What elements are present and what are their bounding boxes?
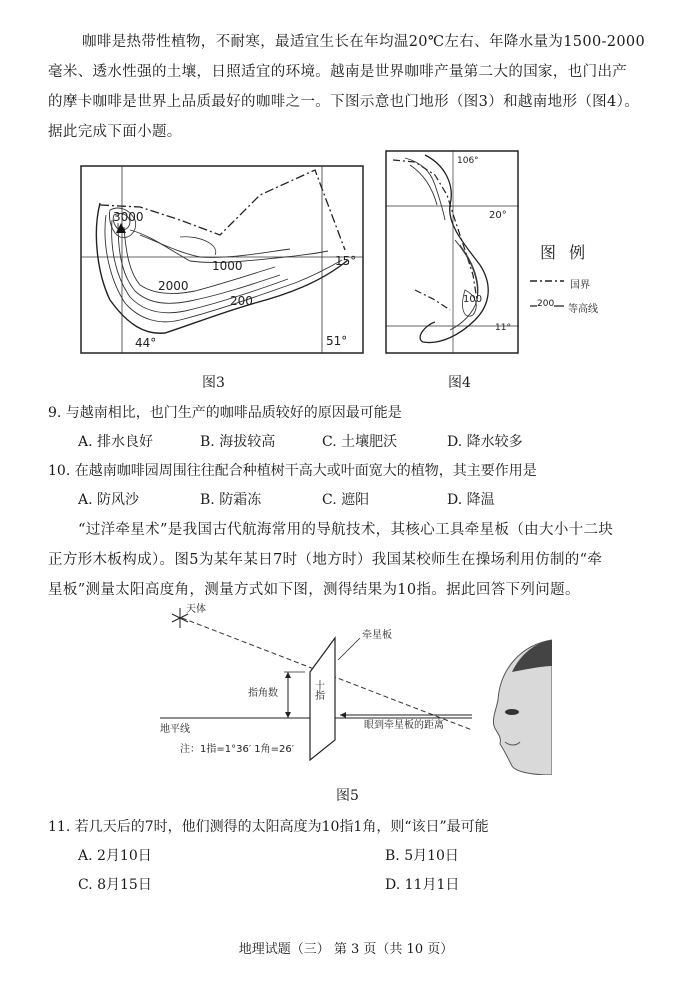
question-11-option-b: B. 5月10日 (385, 848, 459, 864)
figure-3-caption: 图3 (202, 375, 225, 391)
intro-line: 毫米、透水性强的土壤，日照适宜的环境。越南是世界咖啡产量第二大的国家，也门出产 (48, 64, 628, 80)
question-11-option-d: D. 11月1日 (385, 877, 460, 893)
intro-line: 据此完成下面小题。 (48, 124, 182, 140)
eye-icon (505, 709, 519, 715)
legend-title: 图 例 (540, 243, 590, 262)
question-10-option-d: D. 降温 (447, 492, 495, 508)
contour-label: 3000 (113, 210, 144, 224)
question-9-stem: 9. 与越南相比，也门生产的咖啡品质较好的原因最可能是 (48, 405, 402, 421)
intro-line: “过洋牵星术”是我国古代航海常用的导航技术，其核心工具牵星板（由大小十二块 (78, 522, 614, 538)
celestial-label: 天体 (186, 604, 206, 615)
longitude-label: 106° (457, 156, 479, 166)
figure-4-vietnam-map (385, 150, 520, 355)
question-10-stem: 10. 在越南咖啡园周围往往配合种植树干高大或叶面宽大的植物，其主要作用是 (48, 463, 537, 479)
latitude-label: 15° (335, 254, 357, 268)
intro-line: 星板”测量太阳高度角，测量方式如下图，测得结果为10指。据此回答下列问题。 (48, 582, 580, 598)
horizon-label: 地平线 (160, 724, 190, 735)
question-10-option-a: A. 防风沙 (78, 492, 140, 508)
angle-label: 指角数 (248, 688, 278, 699)
question-10-option-b: B. 防霜冻 (200, 492, 262, 508)
intro-line: 咖啡是热带性植物，不耐寒，最适宜生长在年均温20℃左右、年降水量为1500-2000 (82, 34, 646, 50)
latitude-label: 11° (495, 323, 511, 333)
board-finger-mark: 十指 (312, 680, 324, 700)
longitude-label: 44° (135, 336, 157, 350)
question-11-option-c: C. 8月15日 (78, 877, 152, 893)
question-9-option-d: D. 降水较多 (447, 434, 523, 450)
page-footer: 地理试题（三） 第 3 页（共 10 页） (238, 942, 454, 957)
figure-5-caption: 图5 (336, 788, 359, 804)
question-9-option-b: B. 海拔较高 (200, 434, 276, 450)
contour-label: 1000 (212, 259, 243, 273)
legend-border-label: 国界 (570, 280, 590, 291)
distance-label: 眼到牵星板的距离 (364, 720, 444, 731)
contour-label: 2000 (158, 279, 189, 293)
contour-label: 200 (230, 294, 253, 308)
longitude-label: 51° (326, 334, 348, 348)
latitude-label: 20° (489, 210, 507, 221)
legend-contour-label: 等高线 (568, 304, 598, 315)
figure-4-caption: 图4 (448, 375, 471, 391)
intro-line: 的摩卡咖啡是世界上品质最好的咖啡之一。下图示意也门地形（图3）和越南地形（图4）。 (48, 94, 640, 110)
question-11-stem: 11. 若几天后的7时，他们测得的太阳高度为10指1角，则“该日”最可能 (48, 819, 489, 835)
question-9-option-c: C. 土壤肥沃 (322, 434, 398, 450)
question-9-option-a: A. 排水良好 (78, 434, 154, 450)
intro-line: 正方形木板构成）。图5为某年某日7时（地方时）我国某校师生在操场利用仿制的“牵 (48, 552, 603, 568)
contour-label: 100 (463, 294, 483, 305)
sight-line (182, 618, 498, 740)
board-label: 牵星板 (362, 630, 392, 641)
legend-contour-value: 200 (537, 299, 555, 309)
figure-5-star-board-diagram (160, 600, 552, 775)
question-11-option-a: A. 2月10日 (78, 848, 152, 864)
unit-note: 注：1指=1°36′ 1角=26′ (180, 744, 295, 755)
figure-3-yemen-map (80, 165, 365, 355)
observer-face (472, 640, 552, 775)
question-10-option-c: C. 遮阳 (322, 492, 370, 508)
